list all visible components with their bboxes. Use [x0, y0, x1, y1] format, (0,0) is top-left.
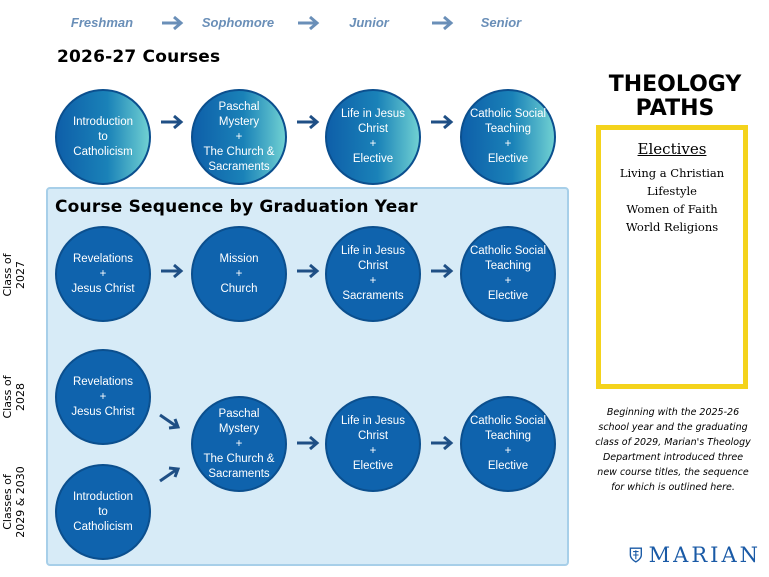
arrow-down-right-icon: [158, 411, 182, 433]
row-label-2027: Class of 2027: [1, 253, 27, 297]
info-note: Beginning with the 2025-26 school year and the graduating class of 2029, Marian's Theology Department introduced three new course titles, the sequence for which is outlined here.: [595, 407, 751, 493]
course-circle: Life in Jesus Christ + Sacraments: [325, 226, 421, 322]
arrow-right-icon: [430, 113, 456, 131]
marian-logo: [629, 542, 761, 568]
arrow-right-icon: [296, 434, 322, 452]
course-circle: Life in Jesus Christ + Elective: [325, 396, 421, 492]
year-senior: Senior: [480, 15, 522, 30]
crest-icon: [629, 543, 643, 567]
arrow-up-right-icon: [158, 463, 182, 485]
arrow-right-icon: [160, 113, 186, 131]
sequence-title: Course Sequence by Graduation Year: [55, 197, 418, 217]
arrow-right-icon: [296, 262, 322, 280]
course-circle: Paschal Mystery + The Church & Sacraments: [191, 396, 287, 492]
year-junior: Junior: [349, 15, 389, 30]
elective-item: World Religions: [625, 220, 719, 234]
year-freshman: Freshman: [70, 15, 134, 30]
course-circle: Revelations + Jesus Christ: [55, 226, 151, 322]
page-title: THEOLOGY PATHS: [608, 72, 742, 121]
arrow-right-icon: [430, 434, 456, 452]
course-circle: Introduction to Catholicism: [55, 89, 151, 185]
arrow-right-icon: [160, 262, 186, 280]
year-sophomore: Sophomore: [201, 15, 275, 30]
row-label-2028: Class of 2028: [1, 375, 27, 419]
arrow-right-icon: [430, 262, 456, 280]
course-circle: Catholic Social Teaching + Elective: [460, 396, 556, 492]
course-circle: Catholic Social Teaching + Elective: [460, 226, 556, 322]
row-label-2029-2030: Classes of 2029 & 2030: [1, 466, 27, 538]
course-circle: Introduction to Catholicism: [55, 464, 151, 560]
electives-heading: Electives: [637, 140, 707, 158]
logo-wordmark: MARIAN: [648, 543, 761, 567]
course-circle: Mission + Church: [191, 226, 287, 322]
course-circle: Catholic Social Teaching + Elective: [460, 89, 556, 185]
electives-box: [596, 125, 748, 389]
elective-item: Living a Christian Lifestyle: [619, 166, 725, 198]
course-circle: Paschal Mystery + The Church & Sacraments: [191, 89, 287, 185]
courses-2026-title: 2026-27 Courses: [57, 47, 221, 67]
arrow-right-icon: [296, 113, 322, 131]
course-circle: Revelations + Jesus Christ: [55, 349, 151, 445]
course-circle: Life in Jesus Christ + Elective: [325, 89, 421, 185]
elective-item: Women of Faith: [626, 202, 718, 216]
